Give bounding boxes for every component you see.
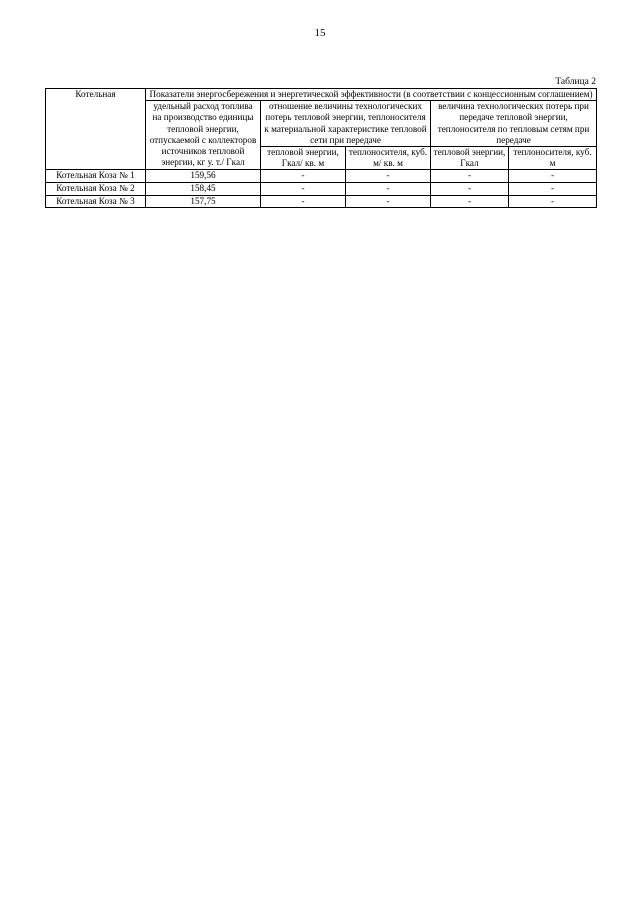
row-losses-carrier-value: -	[509, 170, 597, 183]
header-main: Показатели энергосбережения и энергетической эффективности (в соответствии с концессионным соглашением)	[146, 89, 597, 101]
row-ratio-heat-value: -	[261, 183, 346, 196]
row-losses-heat-value: -	[431, 170, 509, 183]
row-boiler-name: Котельная Коза № 3	[46, 195, 146, 208]
header-loss-ratio: отношение величины технологических потерь тепловой энергии, теплоносителя к материальной характеристике тепловой сети при передаче	[261, 101, 431, 147]
row-ratio-heat-value: -	[261, 195, 346, 208]
row-boiler-name: Котельная Коза № 1	[46, 170, 146, 183]
header-losses-carrier: теплоносителя, куб. м	[509, 147, 597, 170]
row-losses-heat-value: -	[431, 183, 509, 196]
header-losses-heat: тепловой энергии, Гкал	[431, 147, 509, 170]
table-caption: Таблица 2	[555, 77, 596, 87]
energy-efficiency-table	[45, 88, 597, 208]
row-ratio-heat-value: -	[261, 170, 346, 183]
row-losses-heat-value: -	[431, 195, 509, 208]
page-number: 15	[314, 27, 326, 39]
row-boiler-name: Котельная Коза № 2	[46, 183, 146, 196]
row-ratio-carrier-value: -	[346, 195, 431, 208]
row-fuel-value: 158,45	[146, 183, 261, 196]
row-fuel-value: 159,56	[146, 170, 261, 183]
row-fuel-value: 157,75	[146, 195, 261, 208]
header-transfer-losses: величина технологических потерь при передаче тепловой энергии, теплоносителя по тепловым сетям при передаче	[431, 101, 597, 147]
header-ratio-carrier: теплоносителя, куб. м/ кв. м	[346, 147, 431, 170]
table-row	[46, 195, 597, 208]
row-losses-carrier-value: -	[509, 183, 597, 196]
row-ratio-carrier-value: -	[346, 170, 431, 183]
row-ratio-carrier-value: -	[346, 183, 431, 196]
header-boiler: Котельная	[46, 89, 146, 170]
header-ratio-heat: тепловой энергии, Гкал/ кв. м	[261, 147, 346, 170]
table-row	[46, 183, 597, 196]
table-row	[46, 170, 597, 183]
row-losses-carrier-value: -	[509, 195, 597, 208]
header-row-1	[46, 89, 597, 101]
header-fuel-consumption: удельный расход топлива на производство единицы тепловой энергии, отпускаемой с коллекторов источников тепловой энергии, кг у. т./ Гкал	[146, 101, 261, 170]
